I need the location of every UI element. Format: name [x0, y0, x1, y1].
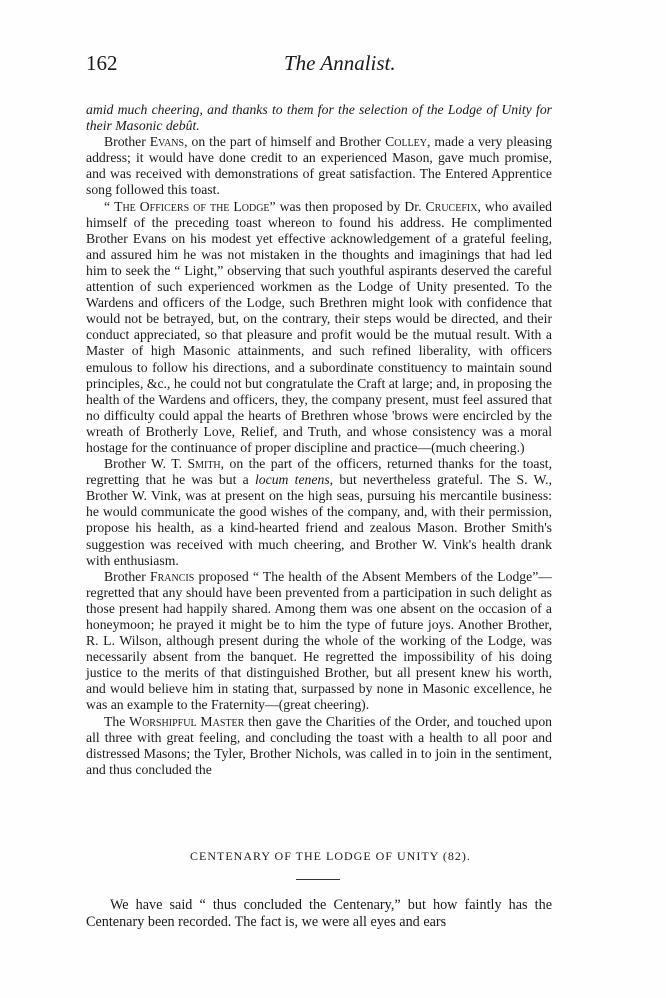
small-caps-name: Smith	[187, 456, 221, 472]
body-paragraph	[86, 569, 552, 714]
text-run: “	[104, 198, 115, 214]
page-number: 162	[86, 51, 118, 75]
running-title: The Annalist.	[284, 51, 396, 75]
page-header	[86, 50, 552, 80]
small-caps-name: Worshipful Master	[129, 713, 245, 729]
small-caps-name: The Officers of the Lodge	[114, 198, 270, 214]
closing-paragraph: We have said “ thus concluded the Centenary,” but how faintly has the Centenary been recorded. The fact is, we were all eyes and ears	[86, 897, 552, 930]
section-rule	[296, 879, 340, 880]
body-text	[86, 102, 552, 778]
body-paragraph	[86, 199, 552, 457]
text-run: , on the part of himself and Brother	[184, 134, 386, 150]
text-run: The	[104, 713, 130, 729]
small-caps-name: Crucefix	[425, 198, 478, 214]
text-run: ” was then proposed by Dr.	[269, 198, 426, 214]
body-paragraph	[86, 102, 552, 134]
text-run: , who availed himself of the preceding toast whereon to found his address. He complimented Brother Evans on his modest yet effective acknowledgement of a grateful feeling, and assured him he was not mistaken in the thoughts and imaginings that had led him to seek the “ Light,” observing that such youthful aspirants deserved the careful attention of such experienced workmen as the Lodge of Unity presented. To the Wardens and officers of the Lodge, such Brethren might look with confidence that would not be betrayed, but, on the contrary, their steps would be directed, and their conduct appreciated, so that pleasure and profit would be the mutual result. With a Master of high Masonic attainments, and such refined liberality, with officers emulous to follow his directions, and a subordinate constituency to maintain sound principles, &c., he could not but congratulate the Craft at large; and, in proposing the health of the Wardens and officers, they, the company present, must feel assured that no difficulty could appal the hearts of Brethren whose 'brows were encircled by the wreath of Brotherly Love, Relief, and Truth, and whose consistency was a moral hostage for the continuance of proper discipline and practice—(much cheering.)	[86, 198, 552, 455]
text-run: Brother W. T.	[104, 456, 188, 472]
small-caps-name: Evans	[149, 134, 185, 150]
body-paragraph	[86, 456, 552, 569]
text-run: , but nevertheless grateful. The S. W., Brother W. Vink, was at present on the high seas, pursuing his mercantile business: he would communicate the good wishes of the company, and, with their permission, propose his health, as a kind-hearted friend and zealous Mason. Brother Smith's suggestion was received with much cheering, and Brother W. Vink's health drank with enthusiasm.	[86, 472, 552, 568]
small-caps-name: Francis	[150, 568, 195, 584]
body-paragraph	[86, 714, 552, 778]
text-run: Brother	[104, 568, 151, 584]
text-run: amid much cheering, and thanks to them for the selection of the Lodge of Unity for their Masonic debût.	[86, 102, 552, 134]
section-heading: CENTENARY OF THE LODGE OF UNITY (82).	[190, 849, 471, 863]
body-paragraph	[86, 134, 552, 198]
italic-phrase: locum tenens	[254, 472, 330, 488]
text-run: then gave the Charities of the Order, and touched upon all three with great feeling, and concluding the toast with a health to all poor and distressed Masons; the Tyler, Brother Nichols, was called in to join in the sentiment, and thus concluded the	[86, 713, 553, 777]
text-run: , made a very pleasing address; it would have done credit to an experienced Mason, gave much promise, and was received with demonstrations of great satisfaction. The Entered Apprentice song followed this toast.	[86, 134, 552, 198]
small-caps-name: Colley	[385, 134, 427, 150]
text-run: proposed “ The health of the Absent Members of the Lodge”—regretted that any should have been prevented from a participation in such delight as those present had happily shared. Among them was one absent on the occasion of a honeymoon; he prayed it might be to him the type of future joys. Another Brother, R. L. Wilson, although present during the whole of the working of the Lodge, was necessarily absent from the banquet. He regretted the impossibility of his doing justice to the merits of that distinguished Brother, but all present knew his worth, and would believe him in stating that, surpassed by none in Masonic excellence, he was an example to the Fraternity—(great cheering).	[86, 568, 552, 713]
text-run: Brother	[104, 134, 150, 150]
text-run: , on the part of the officers, returned thanks for the toast, regretting that he was but a	[86, 456, 552, 488]
